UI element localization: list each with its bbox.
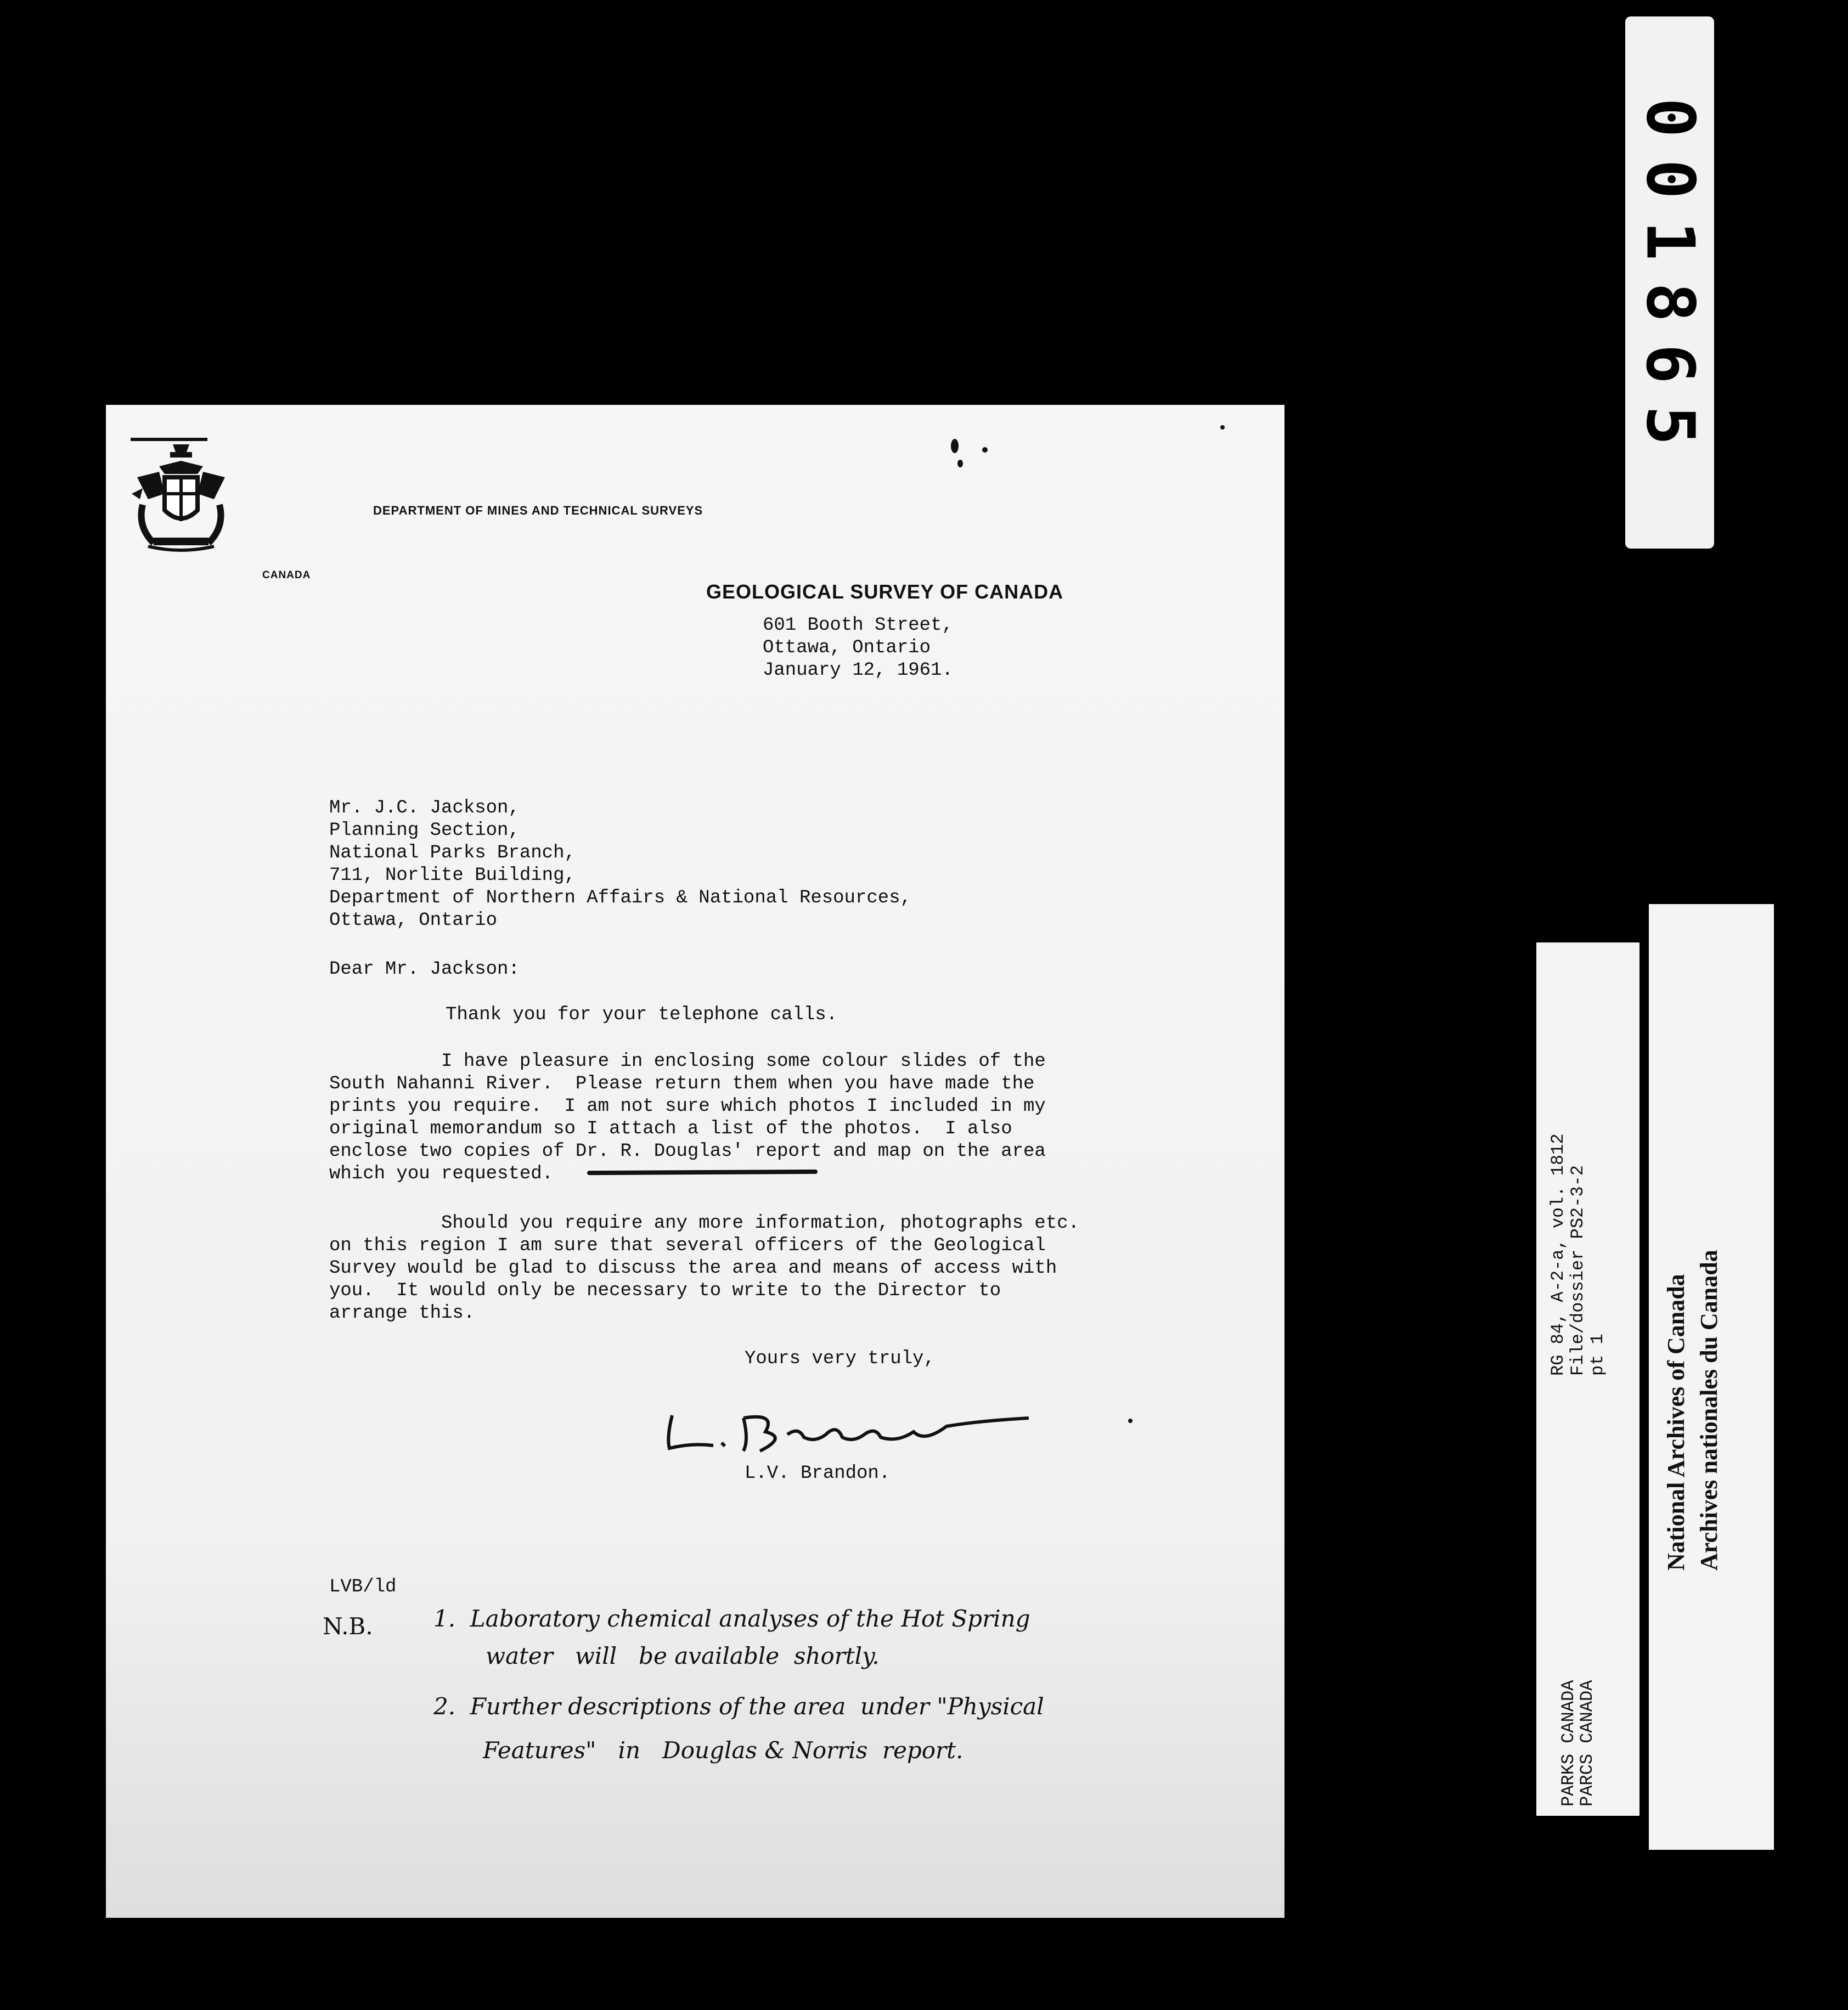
ink-spot [957, 460, 963, 467]
reference-initials: LVB/ld [329, 1577, 397, 1597]
paragraph-line: which you requested. [329, 1164, 554, 1184]
coat-of-arms-logo [126, 439, 236, 554]
handwritten-nb-label: N.B. [323, 1613, 373, 1640]
paragraph-line: prints you require. I am not sure which photos I included in my [329, 1096, 1046, 1117]
recipient-line: 711, Norlite Building, [329, 865, 576, 886]
paragraph-line: South Nahanni River. Please return them when you have made the [329, 1074, 1035, 1094]
ink-spot [951, 439, 959, 453]
paragraph-line: I have pleasure in enclosing some colour slides of the [329, 1051, 1046, 1072]
reference-line: File/dossier PS2-3-2 [1568, 1165, 1588, 1376]
handwritten-note-line: 1. Laboratory chemical analyses of the Hot Spring [433, 1605, 1030, 1632]
archives-line: Archives nationales du Canada [1695, 1250, 1722, 1571]
recipient-line: National Parks Branch, [329, 843, 576, 863]
handwritten-note-line: Features" in Douglas & Norris report. [483, 1737, 964, 1764]
address-city: Ottawa, Ontario [763, 637, 931, 658]
handwritten-note-line: 2. Further descriptions of the area under "Physical [433, 1693, 1044, 1720]
film-number-text: 001865 [1631, 98, 1708, 467]
film-frame-number [1625, 16, 1714, 549]
handwritten-note-line: water will be available shortly. [486, 1642, 880, 1669]
national-archives-label [1649, 904, 1774, 1850]
paragraph-line: arrange this. [329, 1303, 475, 1324]
address-street: 601 Booth Street, [763, 615, 953, 636]
reference-line: pt 1 [1587, 1334, 1608, 1376]
recipient-line: Ottawa, Ontario [329, 910, 498, 931]
recipient-line: Planning Section, [329, 820, 520, 841]
signer-name: L.V. Brandon. [745, 1463, 891, 1484]
salutation: Dear Mr. Jackson: [329, 959, 520, 980]
paragraph-line: Should you require any more information, photographs etc. [329, 1213, 1080, 1234]
paragraph-line: on this region I am sure that several officers of the Geological [329, 1235, 1046, 1256]
paragraph-line: enclose two copies of Dr. R. Douglas' report and map on the area [329, 1141, 1046, 1162]
national-archives-text [1660, 1250, 1726, 1571]
sender-address [763, 614, 953, 682]
parks-line: PARKS CANADA [1558, 1680, 1579, 1806]
ink-spot [982, 447, 988, 453]
reference-line: RG 84, A-2-a, vol. 1812 [1548, 1133, 1568, 1376]
letter-date: January 12, 1961. [763, 660, 953, 681]
archive-reference-text [1548, 1133, 1608, 1376]
paragraph-2 [329, 1051, 1046, 1185]
paragraph-1: Thank you for your telephone calls. [446, 1004, 838, 1025]
agency-heading: GEOLOGICAL SURVEY OF CANADA [706, 580, 1064, 603]
recipient-line: Department of Northern Affairs & National Resources, [329, 888, 911, 908]
handwritten-signature [661, 1404, 1144, 1465]
archives-line: National Archives of Canada [1663, 1274, 1689, 1571]
recipient-address [329, 797, 911, 932]
paragraph-3 [329, 1212, 1079, 1325]
department-heading: DEPARTMENT OF MINES AND TECHNICAL SURVEYS [373, 504, 703, 517]
parks-line: PARCS CANADA [1577, 1680, 1597, 1806]
paragraph-line: original memorandum so I attach a list of the photos. I also [329, 1119, 1012, 1139]
paragraph-line: you. It would only be necessary to write to the Director to [329, 1280, 1001, 1301]
recipient-line: Mr. J.C. Jackson, [329, 798, 520, 818]
paragraph-line: Survey would be glad to discuss the area and means of access with [329, 1258, 1057, 1279]
ink-spot [1220, 425, 1225, 430]
closing: Yours very truly, [745, 1348, 935, 1369]
parks-canada-text [1559, 1680, 1597, 1806]
archive-reference-label [1536, 942, 1639, 1816]
crest-label: CANADA [262, 569, 311, 581]
